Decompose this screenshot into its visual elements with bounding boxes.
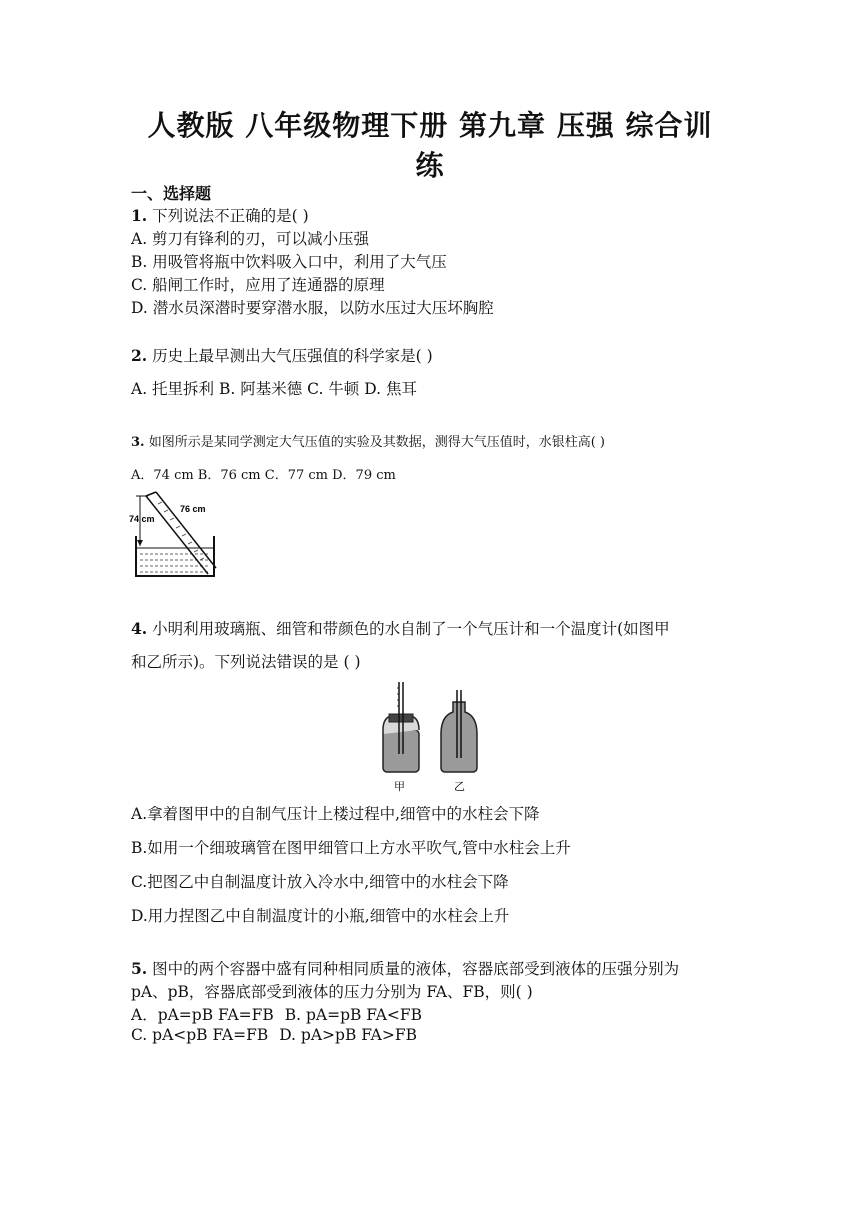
- q1-option-c: C. 船闸工作时，应用了连通器的原理: [131, 276, 385, 294]
- q1-option-b: B. 用吸管将瓶中饮料吸入口中，利用了大气压: [131, 253, 447, 271]
- page-title-line2: 练: [415, 149, 445, 182]
- page-title-line1: 人教版 八年级物理下册 第九章 压强 综合训: [147, 109, 713, 142]
- question-2-stem: [131, 344, 433, 366]
- q4-option-a: A.拿着图甲中的自制气压计上楼过程中,细管中的水柱会下降: [131, 805, 540, 823]
- question-number: 3.: [131, 435, 145, 450]
- q4-option-d: D.用力捏图乙中自制温度计的小瓶,细管中的水柱会上升: [131, 907, 510, 925]
- question-1-stem: [131, 204, 309, 226]
- question-text: 下列说法不正确的是( ): [152, 207, 309, 225]
- question-text: 小明利用玻璃瓶、细管和带颜色的水自制了一个气压计和一个温度计(如图甲: [152, 620, 670, 638]
- q5-option-a: A．pA=pB FA=FB: [131, 1006, 274, 1024]
- question-5-stem-line2: pA、pB，容器底部受到液体的压力分别为 FA、FB，则( ): [131, 983, 533, 1001]
- q5-option-d: D. pA>pB FA>FB: [279, 1026, 417, 1044]
- barometer-bottle: [383, 682, 419, 772]
- torricelli-figure: [128, 488, 220, 580]
- question-number: 4.: [131, 619, 148, 638]
- question-3-stem: [131, 431, 605, 450]
- thermometer-bottle: [441, 690, 477, 772]
- question-4-stem-line1: [131, 617, 670, 639]
- q5-option-b: B. pA=pB FA<FB: [284, 1006, 423, 1024]
- question-number: 1.: [131, 206, 148, 225]
- bottles-figure: [375, 678, 485, 796]
- label-76cm: 76 cm: [180, 504, 206, 514]
- question-text: 图中的两个容器中盛有同种相同质量的液体，容器底部受到液体的压强分别为: [152, 960, 680, 978]
- label-jia: 甲: [394, 780, 405, 793]
- q4-option-b: B.如用一个细玻璃管在图甲细管口上方水平吹气,管中水柱会上升: [131, 839, 571, 857]
- q1-option-a: A. 剪刀有锋利的刃，可以减小压强: [131, 230, 370, 248]
- question-number: 5.: [131, 959, 148, 978]
- section-heading: 一、选择题: [131, 184, 212, 203]
- q5-options-row1: [131, 1003, 422, 1025]
- question-number: 2.: [131, 346, 148, 365]
- question-text: 历史上最早测出大气压强值的科学家是( ): [152, 347, 433, 365]
- q4-option-c: C.把图乙中自制温度计放入冷水中,细管中的水柱会下降: [131, 873, 509, 891]
- question-4-stem-line2: 和乙所示)。下列说法错误的是 ( ): [131, 653, 361, 671]
- q2-options: A. 托里拆利 B. 阿基米德 C. 牛顿 D. 焦耳: [131, 380, 417, 398]
- question-5-stem-line1: [131, 957, 679, 979]
- label-74cm: 74 cm: [129, 514, 155, 524]
- question-text: 如图所示是某同学测定大气压值的实验及其数据，测得大气压值时，水银柱高( ): [148, 435, 605, 450]
- q5-options-row2: [131, 1026, 417, 1044]
- q3-options: A．74 cm B．76 cm C．77 cm D．79 cm: [131, 468, 396, 483]
- label-yi: 乙: [454, 780, 465, 793]
- q5-option-c: C. pA<pB FA=FB: [131, 1026, 269, 1044]
- q1-option-d: D. 潜水员深潜时要穿潜水服，以防水压过大压坏胸腔: [131, 299, 494, 317]
